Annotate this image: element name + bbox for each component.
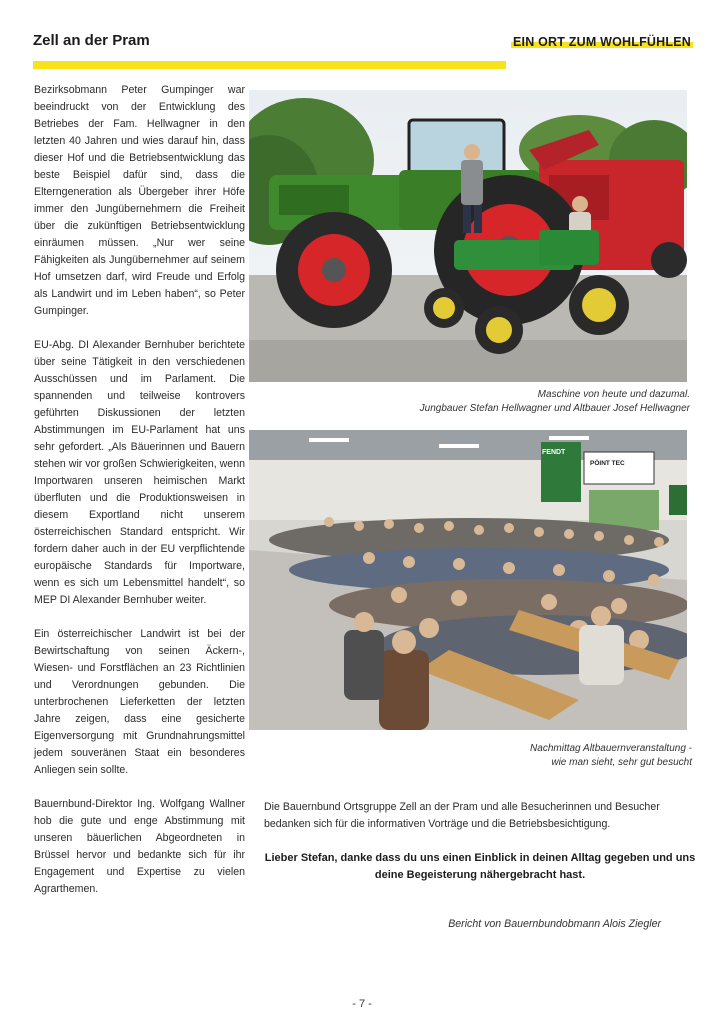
page-number: - 7 - [352, 998, 372, 1010]
thanks-paragraph: Die Bauernbund Ortsgruppe Zell an der Pram und alle Besucherinnen und Besucher bedanken sich für die informativen Vorträge und die Betriebsbesichtigung. [264, 801, 660, 830]
banner-pointtec: PÖINT TEC [590, 460, 625, 467]
page-tagline [513, 35, 691, 49]
paragraph-wallner: Bauernbund-Direktor Ing. Wolfgang Wallner hob die gute und enge Abstimmung mit unseren bäuerlichen Abgeordneten in Brüssel hervor und bedankte sich für ihr Engagement und Expertise zu vielen Agrarthemen. [34, 798, 245, 895]
tagline-text: EIN ORT ZUM WOHLFÜHLEN [513, 35, 691, 49]
caption-line: wie man sieht, sehr gut besucht [551, 757, 692, 768]
report-credit: Bericht von Bauernbundobmann Alois Ziegler [448, 918, 661, 930]
caption-line: Maschine von heute und dazumal. [537, 389, 690, 400]
caption-line: Jungbauer Stefan Hellwagner und Altbauer Josef Hellwagner [419, 403, 690, 414]
page-section-title: Zell an der Pram [33, 32, 150, 49]
photo-tractors-caption [270, 388, 690, 416]
photo-event-caption [392, 742, 692, 770]
paragraph-richtlinien: Ein österreichischer Landwirt ist bei der Bewirtschaftung von seinen Äckern-, Wiesen- und Forstflächen an 23 Richtlinien und Verordnungen gebunden. Die unterbrochenen Lieferketten der letzten Jahre zeigen, dass eine gesicherte Eigenversorgung mit Grundnahrungsmittel jedem souveränen Staat ein besonderes Anliegen sein sollte. [34, 628, 245, 776]
dedication-paragraph: Lieber Stefan, danke dass du uns einen Einblick in deinen Alltag gegeben und uns deine Begeisterung nähergebracht hast. [264, 852, 696, 881]
paragraph-bernhuber: EU-Abg. DI Alexander Bernhuber berichtete über seine Tätigkeit in den verschiedenen Ausschüssen und im Parlament. Die spannenden und teilweise kontrovers geführten Diskussionen der letzten Abstimmungen im EU-Parlament hat uns sehr gefordert. „Als Bäuerinnen und Bauern stehen wir vor großen Schwierigkeiten, wenn Importwaren unseren heimischen Markt überfluten und die Produktionsweisen in diesem Exportland nicht unserem österreichischen Standard entspricht. Wir fordern daher auch in der EU verpflichtende europäische Standards für Importware, wenn es sich um Lebensmittel handelt“, so MEP DI Alexander Bernhuber weiter. [34, 339, 245, 606]
left-text-column [34, 82, 245, 915]
photo-tractors [249, 90, 687, 382]
banner-fendt: FENDT [542, 449, 566, 456]
paragraph-gumpinger: Bezirksobmann Peter Gumpinger war beeindruckt von der Entwicklung des Betriebes der Fam. Hellwagner in den letzten 40 Jahren und wies darauf hin, dass dieser Hof und die Betriebsentwicklung das beste Beispiel dafür sind, dass die Elterngeneration als Übergeber ihrer Höfe immer den Jungübernehmern die Freiheit über die zukünftigen Betriebsentwicklung einräumen müssen. „Nur wer seine Fähigkeiten als Jungübernehmer auf seinem Hof umsetzen darf, wird Freude und Erfolg als Landwirt und im Leben haben“, so Peter Gumpinger. [34, 84, 245, 317]
photo-event-hall [249, 430, 687, 730]
header-accent-bar [33, 61, 506, 69]
caption-line: Nachmittag Altbauernveranstaltung - [530, 743, 692, 754]
